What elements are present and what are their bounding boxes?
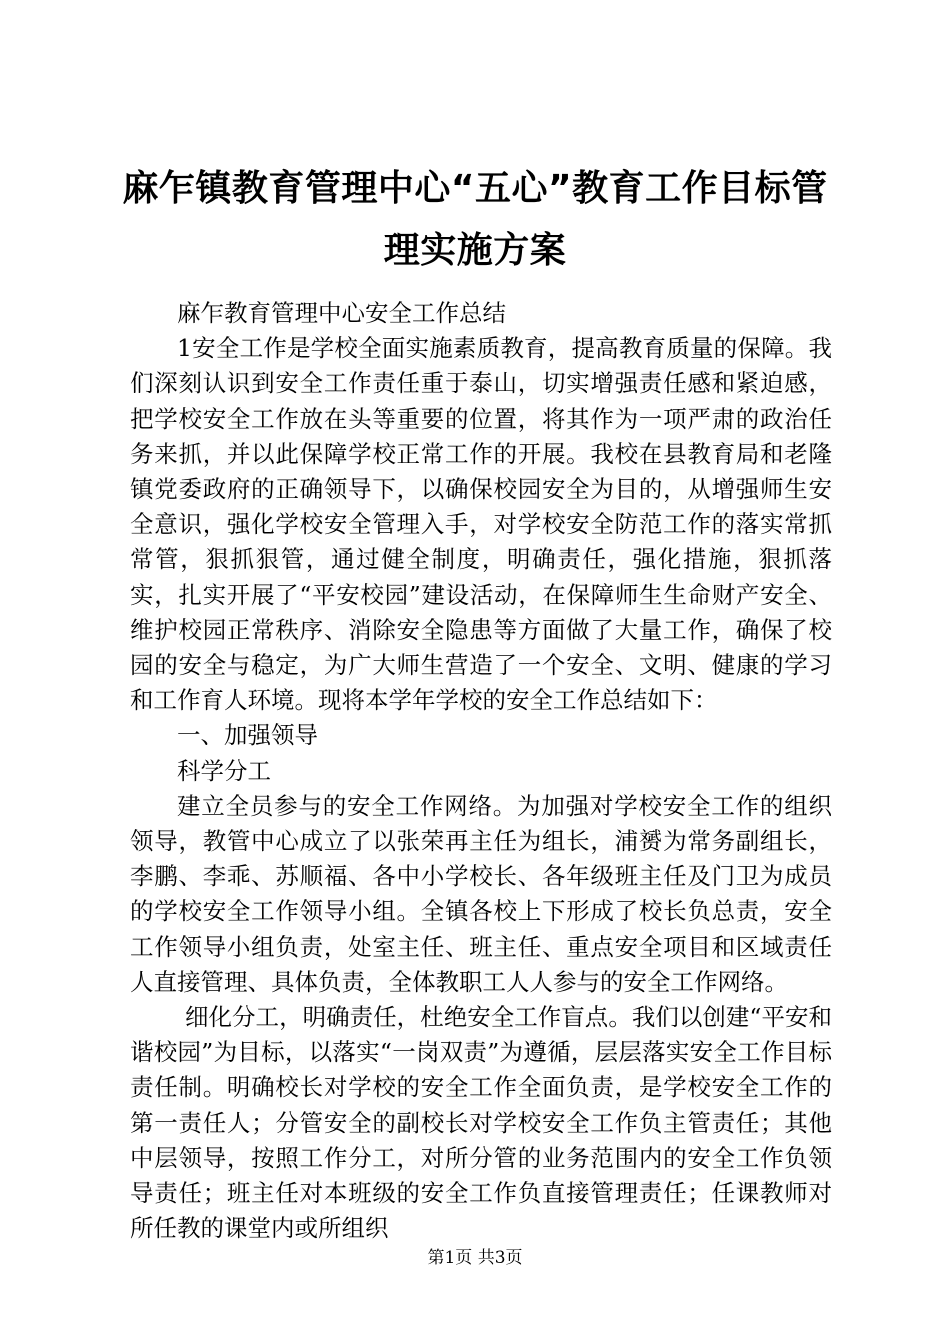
- paragraph-network: 建立全员参与的安全工作网络。为加强对学校安全工作的组织领导，教管中心成立了以张荣再主任为组长，浦赟为常务副组长，李鹏、李乖、苏顺福、各中小学校长、各年级班主任及门卫为成员的学校安全工作领导小组。全镇各校上下形成了校长负总责，安全工作领导小组负责，处室主任、班主任、重点安全项目和区域责任人直接管理、具体负责，全体教职工人人参与的安全工作网络。: [130, 791, 832, 996]
- paragraph-intro: 1安全工作是学校全面实施素质教育，提高教育质量的保障。我们深刻认识到安全工作责任重于泰山，切实增强责任感和紧迫感，把学校安全工作放在头等重要的位置，将其作为一项严肃的政治任务来抓，并以此保障学校正常工作的开展。我校在县教育局和老隆镇党委政府的正确领导下，以确保校园安全为目的，从增强师生安全意识，强化学校安全管理入手，对学校安全防范工作的落实常抓常管，狠抓狠管，通过健全制度，明确责任，强化措施，狠抓落实，扎实开展了“平安校园”建设活动，在保障师生生命财产安全、维护校园正常秩序、消除安全隐患等方面做了大量工作，确保了校园的安全与稳定，为广大师生营造了一个安全、文明、健康的学习和工作育人环境。现将本学年学校的安全工作总结如下：: [130, 334, 832, 715]
- paragraph-responsibility: 细化分工，明确责任，杜绝安全工作盲点。我们以创建“平安和谐校园”为目标，以落实“一岗双责”为遵循，层层落实安全工作目标责任制。明确校长对学校的安全工作全面负责，是学校安全工作的第一责任人；分管安全的副校长对学校安全工作负主管责任；其他中层领导，按照工作分工，对所分管的业务范围内的安全工作负领导责任；班主任对本班级的安全工作负直接管理责任；任课教师对所任教的课堂内或所组织: [130, 1003, 832, 1243]
- page-footer: 第1页 共3页: [427, 1248, 523, 1268]
- section-heading: 一、加强领导: [177, 721, 318, 750]
- paragraph-subtitle: 麻乍教育管理中心安全工作总结: [177, 299, 506, 327]
- document-body: [130, 296, 832, 1246]
- section-subheading: 科学分工: [177, 756, 271, 785]
- document-title-line-1: 麻乍镇教育管理中心“五心”教育工作目标管: [122, 168, 828, 209]
- document-title-line-2: 理实施方案: [383, 230, 567, 271]
